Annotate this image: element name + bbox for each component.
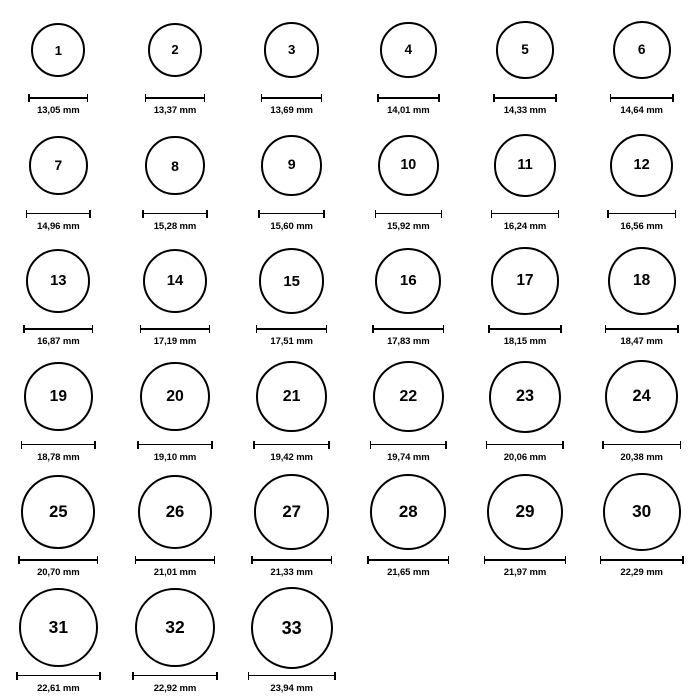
ring-size-cell[interactable]	[350, 351, 467, 467]
ring-size-cell[interactable]	[117, 582, 234, 698]
ring-circle	[148, 23, 203, 78]
ring-size-number: 31	[48, 616, 68, 637]
ring-size-cell[interactable]	[117, 120, 234, 236]
diameter-measure-bar	[16, 672, 101, 680]
diameter-measure-bar	[132, 672, 217, 680]
measure-line	[484, 559, 567, 561]
ring-size-cell[interactable]	[117, 4, 234, 120]
ring-circle-wrap	[380, 4, 437, 96]
ring-circle	[494, 134, 556, 196]
measure-line	[248, 675, 336, 677]
ring-size-number: 8	[171, 157, 179, 174]
measure-line	[18, 559, 98, 561]
ring-circle-wrap	[148, 4, 203, 96]
ring-size-number: 12	[633, 157, 650, 174]
ring-circle-wrap	[29, 120, 88, 212]
ring-circle	[608, 247, 676, 315]
diameter-label: 20,70 mm	[37, 567, 80, 578]
ring-circle	[605, 360, 678, 433]
measure-line	[370, 444, 447, 446]
ring-circle-wrap	[19, 582, 98, 674]
measure-line	[375, 213, 442, 215]
ring-circle-wrap	[494, 120, 556, 212]
measure-line	[610, 97, 674, 99]
diameter-label: 20,06 mm	[503, 451, 547, 463]
diameter-label: 17,19 mm	[153, 336, 197, 347]
measure-line	[367, 559, 449, 561]
diameter-label: 22,29 mm	[620, 567, 663, 578]
ring-size-cell[interactable]	[117, 466, 234, 582]
ring-size-number: 28	[398, 501, 418, 521]
ring-circle	[143, 249, 208, 314]
diameter-measure-bar	[600, 556, 684, 564]
diameter-label: 15,28 mm	[153, 220, 197, 232]
ring-size-cell[interactable]	[0, 466, 117, 582]
ring-size-cell[interactable]	[233, 4, 350, 120]
measure-line	[145, 97, 206, 99]
ring-size-number: 16	[399, 272, 417, 290]
ring-circle-wrap	[373, 351, 444, 443]
measure-line	[140, 328, 211, 330]
ring-circle-wrap	[261, 120, 322, 212]
ring-size-cell[interactable]	[583, 4, 700, 120]
diameter-label: 18,15 mm	[503, 336, 547, 347]
diameter-measure-bar	[372, 325, 444, 333]
measure-line	[23, 328, 93, 330]
ring-circle	[19, 588, 98, 667]
ring-size-number: 3	[287, 42, 296, 58]
ring-circle	[140, 362, 210, 432]
ring-circle	[380, 22, 437, 79]
diameter-measure-bar	[256, 325, 328, 333]
diameter-label: 17,51 mm	[270, 336, 313, 347]
ring-circle-wrap	[610, 120, 673, 212]
diameter-label: 16,87 mm	[37, 336, 80, 347]
ring-circle-wrap	[489, 351, 561, 443]
measure-line	[486, 444, 564, 446]
measure-line	[137, 444, 213, 446]
ring-circle-wrap	[375, 235, 441, 327]
measure-line	[602, 444, 681, 446]
diameter-measure-bar	[145, 94, 206, 102]
measure-line	[21, 444, 96, 446]
ring-size-cell[interactable]	[233, 235, 350, 351]
ring-size-cell[interactable]	[117, 235, 234, 351]
diameter-label: 14,96 mm	[37, 220, 80, 232]
ring-size-number: 23	[515, 387, 534, 406]
ring-size-cell[interactable]	[467, 4, 584, 120]
ring-size-cell[interactable]	[233, 351, 350, 467]
ring-size-cell[interactable]	[350, 235, 467, 351]
ring-size-cell[interactable]	[583, 351, 700, 467]
diameter-label: 14,33 mm	[503, 105, 547, 116]
ring-circle-wrap	[613, 4, 671, 96]
diameter-measure-bar	[258, 210, 325, 218]
ring-size-number: 15	[283, 272, 300, 290]
ring-size-number: 5	[521, 42, 529, 58]
diameter-label: 19,74 mm	[387, 451, 430, 463]
diameter-measure-bar	[377, 94, 440, 102]
ring-circle	[375, 248, 441, 314]
ring-circle	[31, 23, 85, 77]
diameter-measure-bar	[375, 210, 442, 218]
diameter-label: 18,47 mm	[620, 336, 663, 347]
ring-circle	[264, 22, 320, 78]
ring-size-number: 24	[632, 387, 651, 406]
ring-circle-wrap	[603, 466, 681, 558]
diameter-label: 21,01 mm	[153, 567, 197, 578]
ring-circle	[487, 474, 564, 551]
ring-circle	[489, 361, 561, 433]
ring-size-cell[interactable]	[233, 466, 350, 582]
ring-circle	[603, 473, 681, 551]
ring-circle	[138, 475, 213, 550]
diameter-label: 13,69 mm	[270, 105, 313, 116]
diameter-measure-bar	[28, 94, 88, 102]
diameter-measure-bar	[142, 210, 208, 218]
diameter-label: 18,78 mm	[37, 451, 80, 463]
measure-line	[607, 213, 676, 215]
ring-size-number: 7	[54, 156, 63, 173]
ring-size-cell[interactable]	[583, 120, 700, 236]
diameter-label: 16,24 mm	[503, 220, 547, 232]
measure-line	[28, 97, 88, 99]
ring-size-number: 21	[282, 387, 301, 405]
ring-size-cell[interactable]	[0, 4, 117, 120]
diameter-measure-bar	[261, 94, 323, 102]
ring-size-cell[interactable]	[467, 120, 584, 236]
diameter-label: 14,64 mm	[620, 105, 663, 116]
measure-line	[142, 213, 208, 215]
ring-size-cell[interactable]	[467, 351, 584, 467]
diameter-measure-bar	[602, 441, 681, 449]
diameter-measure-bar	[135, 556, 216, 564]
ring-circle-wrap	[24, 351, 93, 443]
ring-circle	[370, 474, 446, 550]
ring-size-cell[interactable]	[0, 351, 117, 467]
ring-circle	[491, 247, 558, 314]
ring-size-number: 30	[632, 501, 652, 522]
measure-line	[16, 675, 101, 677]
ring-circle	[26, 249, 90, 313]
ring-circle-wrap	[496, 4, 553, 96]
ring-circle	[259, 248, 325, 314]
ring-size-cell[interactable]	[467, 466, 584, 582]
measure-line	[261, 97, 323, 99]
diameter-label: 21,65 mm	[387, 567, 430, 578]
diameter-label: 22,92 mm	[153, 682, 197, 694]
ring-circle-wrap	[31, 4, 85, 96]
ring-size-cell[interactable]	[233, 120, 350, 236]
diameter-label: 22,61 mm	[37, 682, 80, 694]
ring-circle-wrap	[256, 351, 326, 443]
diameter-measure-bar	[607, 210, 676, 218]
measure-line	[491, 213, 559, 215]
measure-line	[253, 444, 329, 446]
diameter-measure-bar	[137, 441, 213, 449]
ring-size-number: 26	[165, 501, 185, 521]
diameter-label: 23,94 mm	[270, 682, 313, 694]
diameter-label: 17,83 mm	[387, 336, 430, 347]
ring-circle-wrap	[370, 466, 446, 558]
ring-circle	[251, 587, 333, 669]
measure-line	[600, 559, 684, 561]
ring-size-number: 27	[282, 501, 301, 521]
measure-line	[493, 97, 556, 99]
ring-circle	[613, 21, 671, 79]
measure-line	[135, 559, 216, 561]
ring-size-cell[interactable]	[0, 235, 117, 351]
diameter-measure-bar	[486, 441, 564, 449]
measure-line	[256, 328, 328, 330]
ring-circle-wrap	[491, 235, 558, 327]
diameter-label: 13,37 mm	[153, 105, 197, 116]
diameter-label: 13,05 mm	[37, 105, 80, 116]
measure-line	[132, 675, 217, 677]
measure-line	[258, 213, 325, 215]
measure-line	[372, 328, 444, 330]
ring-circle	[254, 474, 329, 549]
diameter-measure-bar	[251, 556, 332, 564]
ring-size-cell[interactable]	[350, 120, 467, 236]
ring-circle	[373, 361, 444, 432]
diameter-label: 19,10 mm	[153, 451, 197, 463]
ring-circle	[21, 475, 95, 549]
measure-line	[26, 213, 91, 215]
ring-circle	[496, 21, 553, 78]
measure-line	[605, 328, 679, 330]
diameter-measure-bar	[605, 325, 679, 333]
diameter-measure-bar	[23, 325, 93, 333]
ring-size-number: 11	[517, 157, 533, 174]
ring-circle	[378, 135, 439, 196]
ring-circle-wrap	[259, 235, 325, 327]
ring-size-cell[interactable]	[350, 466, 467, 582]
diameter-measure-bar	[488, 325, 561, 333]
diameter-measure-bar	[367, 556, 449, 564]
ring-circle	[261, 135, 322, 196]
ring-circle	[145, 136, 205, 196]
diameter-measure-bar	[140, 325, 211, 333]
diameter-label: 15,92 mm	[387, 220, 430, 232]
diameter-measure-bar	[21, 441, 96, 449]
ring-size-cell[interactable]	[583, 235, 700, 351]
ring-size-number: 32	[165, 616, 185, 637]
ring-size-number: 4	[404, 42, 413, 58]
ring-size-cell[interactable]	[233, 582, 350, 698]
ring-circle-wrap	[608, 235, 676, 327]
diameter-measure-bar	[370, 441, 447, 449]
diameter-label: 15,60 mm	[270, 220, 313, 232]
ring-circle	[610, 134, 673, 197]
ring-size-number: 2	[171, 42, 179, 58]
ring-size-number: 25	[49, 502, 68, 521]
ring-circle-wrap	[254, 466, 329, 558]
ring-size-number: 18	[633, 272, 651, 290]
diameter-measure-bar	[253, 441, 329, 449]
ring-circle-wrap	[21, 466, 95, 558]
ring-size-number: 14	[166, 272, 184, 289]
ring-circle-wrap	[135, 582, 214, 674]
ring-size-number: 17	[516, 272, 534, 290]
diameter-measure-bar	[610, 94, 674, 102]
measure-line	[377, 97, 440, 99]
measure-line	[251, 559, 332, 561]
ring-circle-wrap	[143, 235, 208, 327]
ring-circle-wrap	[605, 351, 678, 443]
ring-size-cell[interactable]	[0, 582, 117, 698]
ring-circle-wrap	[145, 120, 205, 212]
diameter-measure-bar	[493, 94, 556, 102]
ring-circle	[256, 361, 326, 431]
ring-size-number: 1	[54, 42, 62, 58]
ring-circle-wrap	[264, 4, 320, 96]
ring-size-number: 9	[287, 157, 296, 174]
diameter-label: 21,33 mm	[270, 567, 313, 578]
ring-size-number: 19	[49, 387, 67, 405]
diameter-measure-bar	[18, 556, 98, 564]
ring-circle	[29, 136, 88, 195]
ring-size-number: 6	[637, 42, 646, 58]
diameter-label: 16,56 mm	[620, 220, 663, 232]
diameter-measure-bar	[491, 210, 559, 218]
diameter-label: 21,97 mm	[503, 567, 547, 578]
ring-size-cell[interactable]	[467, 235, 584, 351]
diameter-measure-bar	[248, 672, 336, 680]
diameter-label: 20,38 mm	[620, 451, 663, 463]
ring-size-number: 10	[400, 157, 417, 174]
ring-circle-wrap	[378, 120, 439, 212]
ring-circle-wrap	[140, 351, 210, 443]
ring-size-cell[interactable]	[0, 120, 117, 236]
ring-circle	[24, 362, 93, 431]
ring-size-number: 13	[50, 272, 67, 289]
ring-size-number: 22	[399, 387, 418, 406]
ring-size-number: 20	[166, 387, 184, 405]
ring-size-number: 29	[515, 502, 535, 522]
measure-line	[488, 328, 561, 330]
ring-circle	[135, 588, 214, 667]
ring-circle-wrap	[487, 466, 564, 558]
ring-size-cell[interactable]	[350, 4, 467, 120]
ring-size-number: 33	[281, 617, 302, 638]
diameter-label: 19,42 mm	[270, 451, 313, 463]
diameter-measure-bar	[26, 210, 91, 218]
ring-circle-wrap	[251, 582, 333, 674]
diameter-label: 14,01 mm	[387, 105, 430, 116]
ring-circle-wrap	[26, 235, 90, 327]
diameter-measure-bar	[484, 556, 567, 564]
ring-circle-wrap	[138, 466, 213, 558]
ring-size-cell[interactable]	[583, 466, 700, 582]
ring-size-cell[interactable]	[117, 351, 234, 467]
